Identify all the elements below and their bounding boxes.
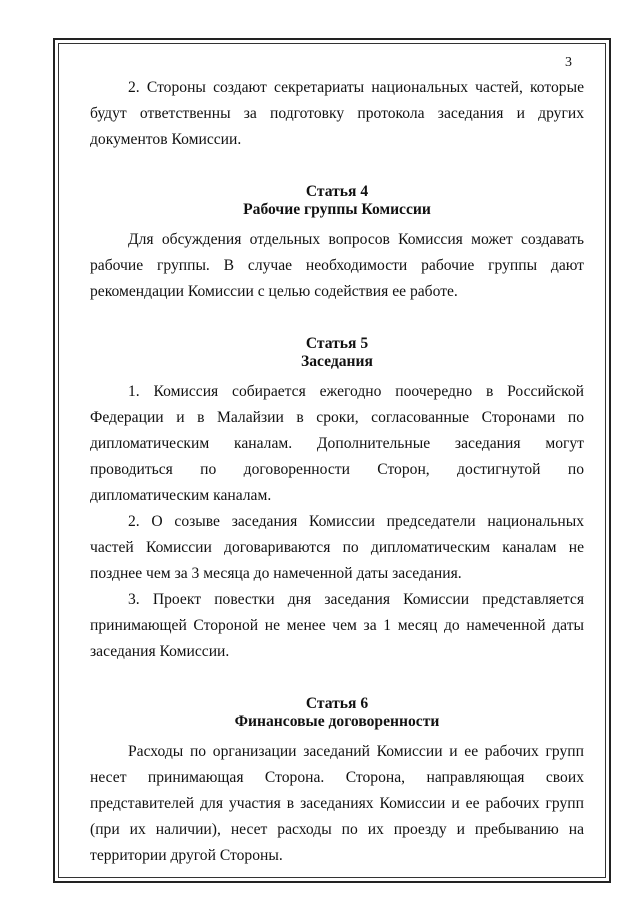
article-5-paragraph-1: 1. Комиссия собирается ежегодно поочередно в Российской Федерации и в Малайзии в сроки, согласованные Сторонами по дипломатическим каналам. Дополнительные заседания могут проводиться по договоренности Сторон, достигнутой по дипломатическим каналам. xyxy=(90,383,584,504)
article-5-title: Заседания xyxy=(301,353,373,370)
article-5-paragraph-3: 3. Проект повестки дня заседания Комиссии представляется принимающей Стороной не менее чем за 1 месяц до намеченной даты заседания Комиссии. xyxy=(90,591,584,660)
article-4-number: Статья 4 xyxy=(305,183,369,200)
article-4-paragraph: Для обсуждения отдельных вопросов Комиссия может создавать рабочие группы. В случае необходимости рабочие группы дают рекомендации Комиссии с целью содействия ее работе. xyxy=(90,231,584,300)
document-body xyxy=(90,75,584,869)
article-4 xyxy=(90,183,584,305)
article3-paragraph-2: 2. Стороны создают секретариаты национальных частей, которые будут ответственны за подготовку протокола заседания и других документов Комиссии. xyxy=(90,79,584,148)
article-6-number: Статья 6 xyxy=(305,695,369,712)
page-number: 3 xyxy=(565,55,572,70)
article-5-paragraph-2: 2. О созыве заседания Комиссии председатели национальных частей Комиссии договариваются по дипломатическим каналам не позднее чем за 3 месяца до намеченной даты заседания. xyxy=(90,513,584,582)
article-6 xyxy=(90,695,584,869)
article-4-title: Рабочие группы Комиссии xyxy=(243,201,431,218)
article-5 xyxy=(90,335,584,665)
article-6-title: Финансовые договоренности xyxy=(234,713,440,730)
article-6-paragraph: Расходы по организации заседаний Комиссии и ее рабочих групп несет принимающая Сторона. Сторона, направляющая своих представителей для участия в заседаниях Комиссии и ее рабочих групп (при их наличии), несет расходы по их проезду и пребыванию на территории другой Стороны. xyxy=(90,743,584,864)
article-5-number: Статья 5 xyxy=(305,335,369,352)
